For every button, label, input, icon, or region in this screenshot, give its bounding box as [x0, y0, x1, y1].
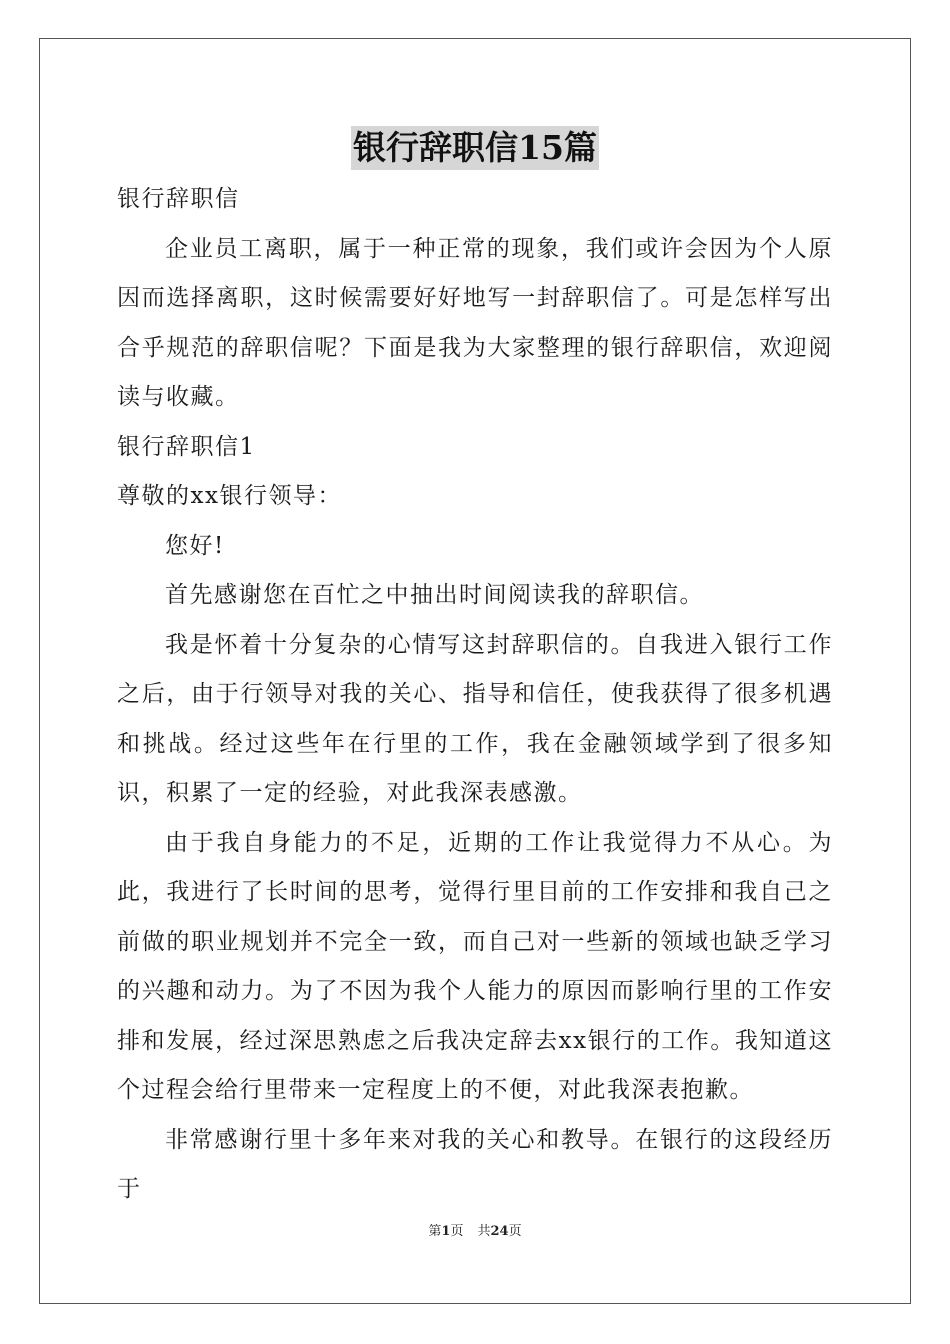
- paragraph: 非常感谢行里十多年来对我的关心和教导。在银行的这段经历于: [117, 1126, 833, 1202]
- paragraph: 银行辞职信1: [117, 433, 256, 460]
- document-title: 银行辞职信15篇: [351, 126, 599, 170]
- paragraph: 企业员工离职，属于一种正常的现象，我们或许会因为个人原因而选择离职，这时候需要好好地写一封辞职信了。可是怎样写出合乎规范的辞职信呢？下面是我为大家整理的银行辞职信，欢迎阅读与收藏。: [117, 235, 833, 410]
- page-suffix: 页: [450, 1224, 464, 1239]
- total-suffix: 页: [508, 1224, 522, 1239]
- page-footer: [0, 1220, 950, 1239]
- title-container: [0, 126, 950, 170]
- document-body: [117, 175, 833, 1215]
- paragraph: 首先感谢您在百忙之中抽出时间阅读我的辞职信。: [165, 582, 704, 608]
- paragraph: 您好!: [165, 532, 225, 559]
- page-number: 1: [441, 1224, 451, 1239]
- total-pages: 24: [490, 1224, 509, 1239]
- paragraph: 我是怀着十分复杂的心情写这封辞职信的。自我进入银行工作之后，由于行领导对我的关心、指导和信任，使我获得了很多机遇和挑战。经过这些年在行里的工作，我在金融领域学到了很多知识，积累了一定的经验，对此我深表感激。: [117, 631, 833, 806]
- paragraph: 尊敬的xx银行领导：: [117, 483, 342, 509]
- total-prefix: 共: [477, 1224, 491, 1239]
- paragraph: 银行辞职信: [117, 186, 240, 212]
- paragraph: 由于我自身能力的不足，近期的工作让我觉得力不从心。为此，我进行了长时间的思考，觉得行里目前的工作安排和我自己之前做的职业规划并不完全一致，而自己对一些新的领域也缺乏学习的兴趣和动力。为了不因为我个人能力的原因而影响行里的工作安排和发展，经过深思熟虑之后我决定辞去xx银行的工作。我知道这个过程会给行里带来一定程度上的不便，对此我深表抱歉。: [117, 829, 833, 1103]
- page-prefix: 第: [428, 1224, 442, 1239]
